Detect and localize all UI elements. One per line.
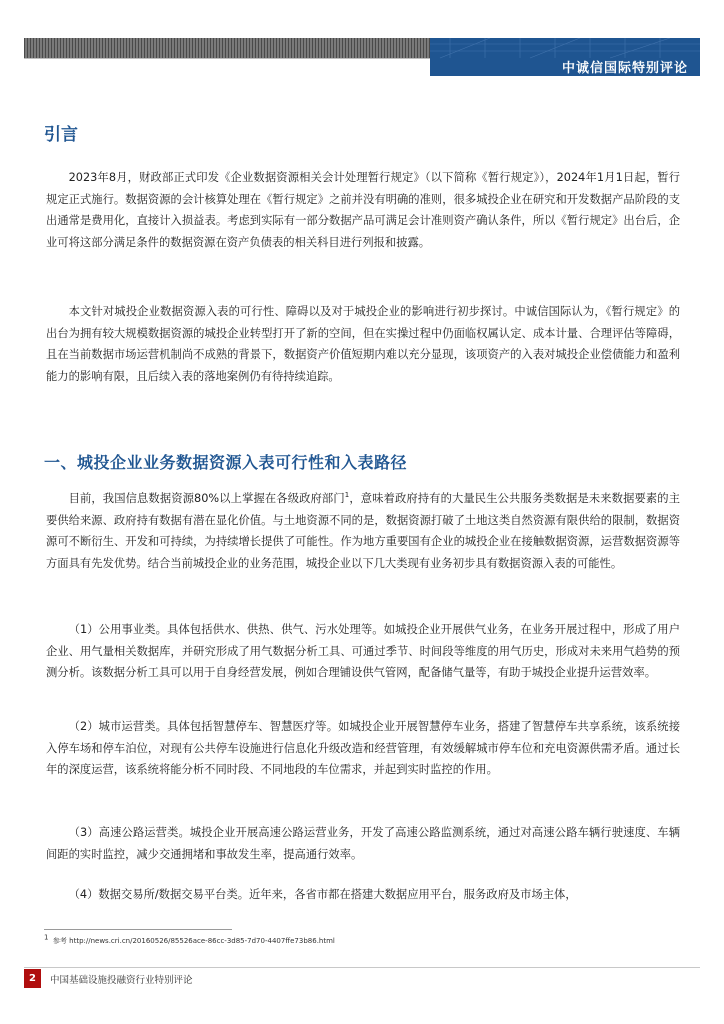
list-item-public-utilities: （1）公用事业类。具体包括供水、供热、供气、污水处理等。如城投企业开展供气业务，在业务开展过程中，形成了用户企业、用气量相关数据库，并研究形成了用气数据分析工具、可通过季节、时间段等维度的用气历史，形成对未来用气趋势的预测分析。该数据分析工具可以用于自身经营发展，例如合理铺设供气管网，配备储气量等，有助于城投企业提升运营效率。 <box>46 623 680 679</box>
header-tab <box>430 38 700 76</box>
footnote <box>44 933 335 946</box>
paragraph-text: ，意味着政府持有的大量民生公共服务类数据是未来数据要素的主要供给来源、政府持有数据有潜在显化价值。与土地资源不同的是，数据资源打破了土地这类自然资源有限供给的限制，数据资源可不断衍生、开发和可持续，为持续增长提供了可能性。作为地方重要国有企业的城投企业在接触数据资源，运营数据资源等方面具有先发优势。结合当前城投企业的业务范围，城投企业以下几大类现有业务初步具有数据资源入表的可能性。 <box>46 492 680 570</box>
intro-paragraph-1: 2023年8月，财政部正式印发《企业数据资源相关会计处理暂行规定》（以下简称《暂行规定》），2024年1月1日起，暂行规定正式施行。数据资源的会计核算处理在《暂行规定》之前并没有明确的准则，很多城投企业在研究和开发数据产品阶段的支出通常是费用化，直接计入损益表。考虑到实际有一部分数据产品可满足会计准则资产确认条件，所以《暂行规定》出台后，企业可将这部分满足条件的数据资源在资产负债表的相关科目进行列报和披露。 <box>46 171 680 249</box>
list-item-data-exchange: （4）数据交易所/数据交易平台类。近年来，各省市都在搭建大数据应用平台，服务政府及市场主体， <box>68 888 577 901</box>
section-paragraph-1 <box>46 488 680 574</box>
intro-title: 引言 <box>44 125 78 145</box>
paragraph-text: 目前，我国信息数据资源80%以上掌握在各级政府部门 <box>68 492 345 505</box>
list-item-city-operations: （2）城市运营类。具体包括智慧停车、智慧医疗等。如城投企业开展智慧停车业务，搭建了智慧停车共享系统，该系统接入停车场和停车泊位，对现有公共停车设施进行信息化升级改造和经营管理，有效缓解城市停车位和充电资源供需矛盾。通过长年的深度运营，该系统将能分析不同时段、不同地段的车位需求，并起到实时监控的作用。 <box>46 720 680 776</box>
header-title: 中诚信国际特别评论 <box>561 61 688 76</box>
intro-paragraph-2: 本文针对城投企业数据资源入表的可行性、障碍以及对于城投企业的影响进行初步探讨。中诚信国际认为，《暂行规定》的出台为拥有较大规模数据资源的城投企业转型打开了新的空间，但在实操过程中仍面临权属认定、成本计量、合理评估等障碍，且在当前数据市场运营机制尚不成熟的背景下，数据资产价值短期内难以充分显现，该项资产的入表对城投企业偿债能力和盈利能力的影响有限，且后续入表的落地案例仍有待持续追踪。 <box>46 305 680 383</box>
footnote-text: 参考 http://news.cri.cn/20160526/85526ace-86cc-3d85-7d70-4407ffe73b86.html <box>52 937 335 945</box>
footnote-ref: 1 <box>344 491 350 500</box>
list-item-highway: （3）高速公路运营类。城投企业开展高速公路运营业务，开发了高速公路监测系统，通过对高速公路车辆行驶速度、车辆间距的实时监控，减少交通拥堵和事故发生率，提高通行效率。 <box>46 826 680 861</box>
header-rule <box>24 58 430 59</box>
footer-text: 中国基础设施投融资行业特别评论 <box>50 975 193 986</box>
footer-rule <box>24 967 700 968</box>
footnote-rule <box>44 929 232 930</box>
footnote-mark: 1 <box>44 933 49 942</box>
section-title: 一、城投企业业务数据资源入表可行性和入表路径 <box>44 453 408 472</box>
page-number: 2 <box>24 969 41 988</box>
